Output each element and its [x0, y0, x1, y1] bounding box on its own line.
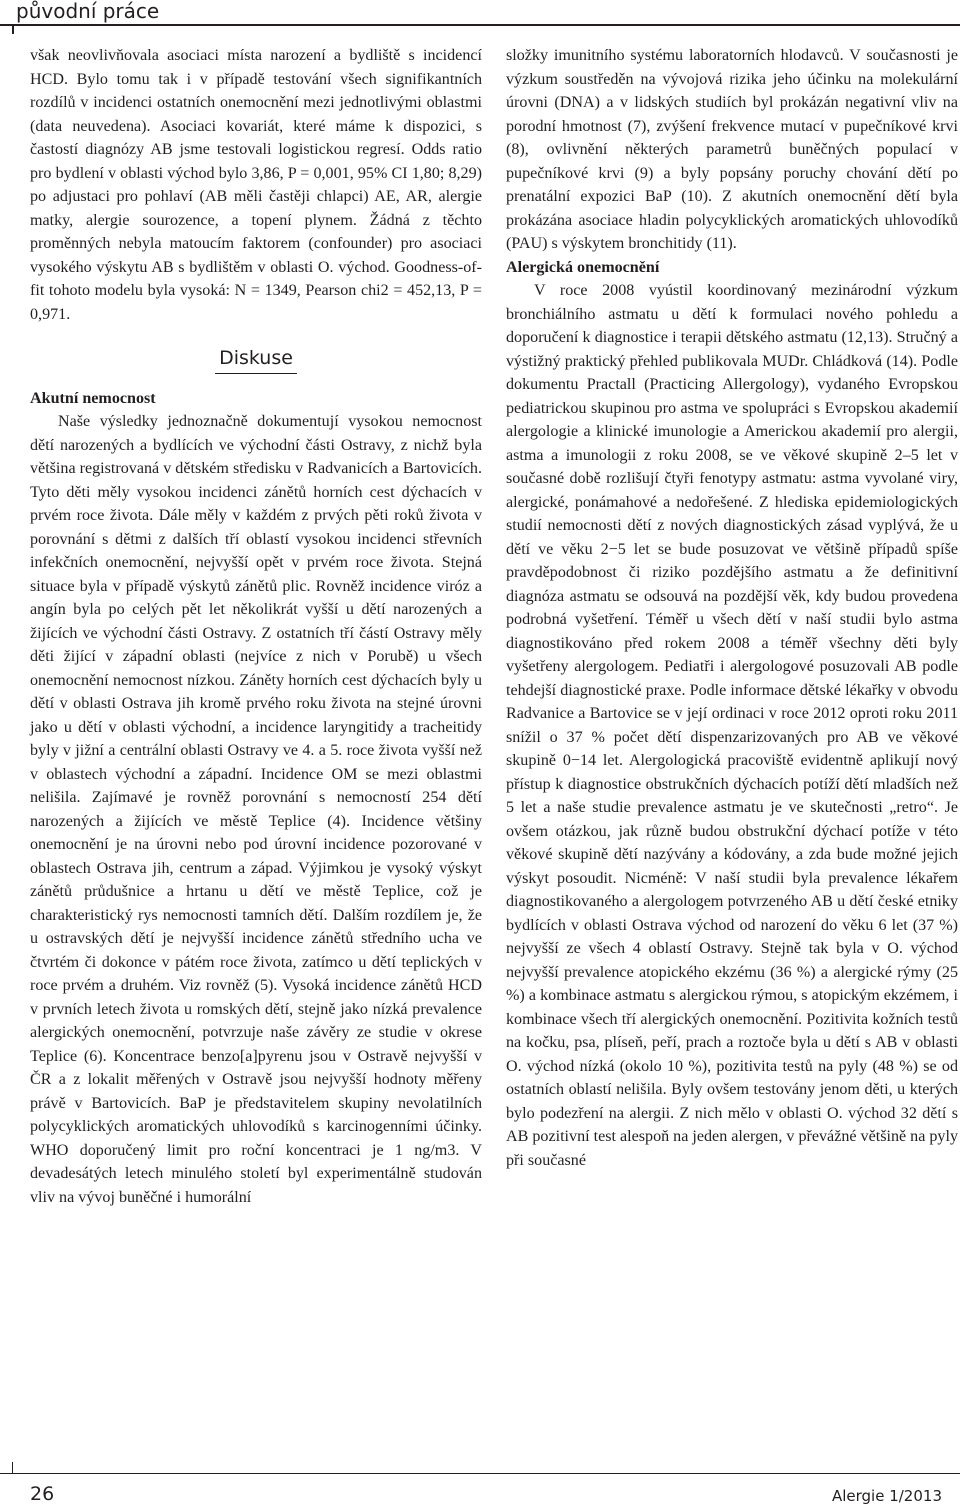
left-column: [30, 44, 482, 1209]
journal-name: Alergie 1/2013: [831, 1487, 942, 1505]
section-heading: [30, 347, 482, 374]
allergic-paragraph: V roce 2008 vyústil koordinovaný mezinárodní výzkum bronchiálního astmatu u dětí k formulaci nového pohledu a doporučení k diagnostice i terapii dětského astmatu (12,13). Stručný a výstižný praktický přehled publikovala MUDr. Chládková (14). Podle dokumentu Practall (Practicing Allergology), vydaného Evropskou pediatrickou skupinou pro astma ve spolupráci s Evropskou akademií alergologie a klinické imunologie a Americkou akademií pro alergii, astma a imunologii z roku 2008, se ve věkové skupině 2–5 let v současné době rozlišují čtyři fenotypy astmatu: astma vyvolané viry, alergické, ponámahové a nedořešené. Z hlediska epidemiologických studií nemocnosti dětí z nových diagnostických zásad vyplývá, že u dětí ve věku 2−5 let se bude posuzovat ve většině případů spíše pravděpodobnost či riziko pozdějšího astmatu a že definitivní diagnóza astmatu se odsouvá na pozdější věk, kdy budou provedena podrobná vyšetření. Téměř u všech dětí v naší studii bylo astma diagnostikováno před rokem 2008 a téměř všechny děti byly vyšetřeny alergologem. Pediatři i alergologové posuzovali AB podle tehdejší diagnostické praxe. Podle informace dětské lékařky v obvodu Radvanice a Bartovice se v její ordinaci v roce 2012 oproti roku 2011 snížil o 37 % počet dětí dispenzarizovaných pro AB ve věkové skupině 0−14 let. Alergologická pracoviště evidentně aplikují nový přístup k diagnostice obstrukčních dýchacích potíží dětí mladších než 5 let a naše studie prevalence astmatu je ve skutečnosti „retro“. Je ovšem otázkou, jak různě budou obstrukční dýchací potíže v této věkové skupině dětí nazývány a kódovány, a zda bude možné jejich výskyt posoudit. Nicméně: V naší studii byla prevalence lékařem diagnostikovaného a alergologem potvrzeného AB u dětí české etniky bydlících v oblasti Ostrava východ od narození do věku 6 let (37 %) nejvyšší ze všech 4 oblastí Ostravy. Stejně tak byla v O. východ nejvyšší prevalence atopického ekzému (36 %) a alergické rýmy (25 %) a kombinace astmatu s alergickou rýmou, s atopickým ekzémem, i kombinace všech tří alergických onemocnění. Pozitivita kožních testů na kočku, psa, plíseň, peří, prach a roztoče byla u dětí s AB v oblasti O. východ nízká (okolo 10 %), pozitivita testů na pyly (48 %) se od ostatních oblastí nelišila. Byly ovšem testovány jenom děti, u kterých bylo podezření na alergii. Z nich mělo v oblasti O. východ 32 dětí s AB pozitivní test alespoň na jeden alergen, v převážné většině na pyly při současné: [506, 282, 958, 1169]
continuation-paragraph: složky imunitního systému laboratorních hlodavců. V současnosti je výzkum soustředěn na vývojová rizika jeho účinku na molekulární úrovni (DNA) a v lidských studiích byl prokázán negativní vliv na porodní hmotnost (7), zvýšení frekvence mutací v pupečníkové krvi (8), ovlivnění některých parametrů buněčných populací v pupečníkové krvi (9) a byly popsány poruchy chování dětí po prenatální expozici BaP (10). Z akutních onemocnění dětí byla prokázána asociace hladin polycyklických aromatických uhlovodíků (PAU) s výskytem bronchitidy (11).: [506, 47, 958, 252]
discussion-heading: Diskuse: [215, 347, 297, 374]
footer-tick: [12, 1462, 13, 1473]
header-tick: [12, 24, 14, 34]
header-rule: [0, 24, 960, 26]
subheading-acute: Akutní nemocnost: [30, 389, 156, 407]
page-number: 26: [30, 1483, 55, 1505]
results-paragraph: však neovlivňovala asociaci místa narození a bydliště s incidencí HCD. Bylo tomu tak i v případě testování všech signifikantních rozdílů v incidenci ostatních onemocnění mezi jednotlivými oblastmi (data neuvedena). Asociaci kovariát, které máme k dispozici, s častostí diagnózy AB jsme testovali logistickou regresí. Odds ratio pro bydlení v oblasti východ bylo 3,86, P = 0,001, 95% CI 1,80; 8,29) po adjustaci pro pohlaví (AB měli častěji chlapci) AE, AR, alergie matky, alergie sourozence, a topení plynem. Žádná z těchto proměnných nebyla matoucím faktorem (confounder) pro asociaci vysokého výskytu AB s bydlištěm v oblasti O. východ. Goodness-of-fit tohoto modelu byla vysoká: N = 1349, Pearson chi2 = 452,13, P = 0,971.: [30, 47, 482, 323]
page-header: [0, 0, 960, 32]
subheading-allergic: Alergická onemocnění: [506, 258, 660, 276]
acute-paragraph: Naše výsledky jednoznačně dokumentují vysokou nemocnost dětí narozených a bydlících ve východní části Ostravy, z nichž byla většina registrovaná v dětském středisku v Radvanicích a Bartovicích. Tyto děti měly vysokou incidenci zánětů horních cest dýchacích v prvém roce života. Dále měly v každém z prvých pěti roků života v porovnání s dětmi z dalších tří oblastí vysokou incidenci střevních infekčních onemocnění, nejvyšší opět v prvém roce života. Stejná situace byla v případě výskytů zánětů plic. Rovněž incidence viróz a angín byla po celých pět let několikrát vyšší u dětí narozených a žijících ve východní části Ostravy. Z ostatních tří částí Ostravy měly děti žijící v západní oblasti (nejvíce z nich v Porubě) u všech onemocnění nemocnost nízkou. Záněty horních cest dýchacích byly u dětí v oblasti Ostrava jih kromě prvého roku života na stejné úrovni jako u dětí v oblasti východní, a incidence laryngitidy a tracheitidy byly v jižní a centrální oblasti Ostravy ve 4. a 5. roce života vyšší než v oblastech východní a západní. Incidence OM se mezi oblastmi nelišila. Zajímavé je rovněž porovnání s nemocností 254 dětí narozených a žijících ve městě Teplice (4). Incidence většiny onemocnění je na úrovni nebo pod úrovní incidence pozorované v oblastech Ostrava jih, centrum a západ. Výjimkou je vysoký výskyt zánětů průdušnice a hrtanu u dětí ve městě Teplice, což je charakteristický rys nemocnosti tamních dětí. Dalším rozdílem je, že u ostravských dětí je nejvyšší incidence zánětů středního ucha ve čtvrtém či dokonce v pátém roce života, zatímco u dětí teplických v roce prvém a druhém. Viz rovněž (5). Vysoká incidence zánětů HCD v prvních letech života u romských dětí, stejně jako nízká prevalence alergických onemocnění, potvrzuje naše závěry ze studie v okrese Teplice (6). Koncentrace benzo[a]pyrenu jsou v Ostravě nejvyšší v ČR a z lokalit měřených v Ostravě jsou nejvyšší hodnoty měřeny právě v Bartovicích. BaP je představitelem skupiny nevolatilních polycyklických aromatických uhlovodíků s karcinogenními účinky. WHO doporučený limit pro roční koncentraci je 1 ng/m3. V devadesátých letech minulého století byl experimentálně studován vliv na vývoj buněčné i humorální: [30, 413, 482, 1206]
section-label: původní práce: [16, 0, 160, 23]
footer-rule: [0, 1473, 960, 1474]
right-column: [506, 44, 958, 1172]
